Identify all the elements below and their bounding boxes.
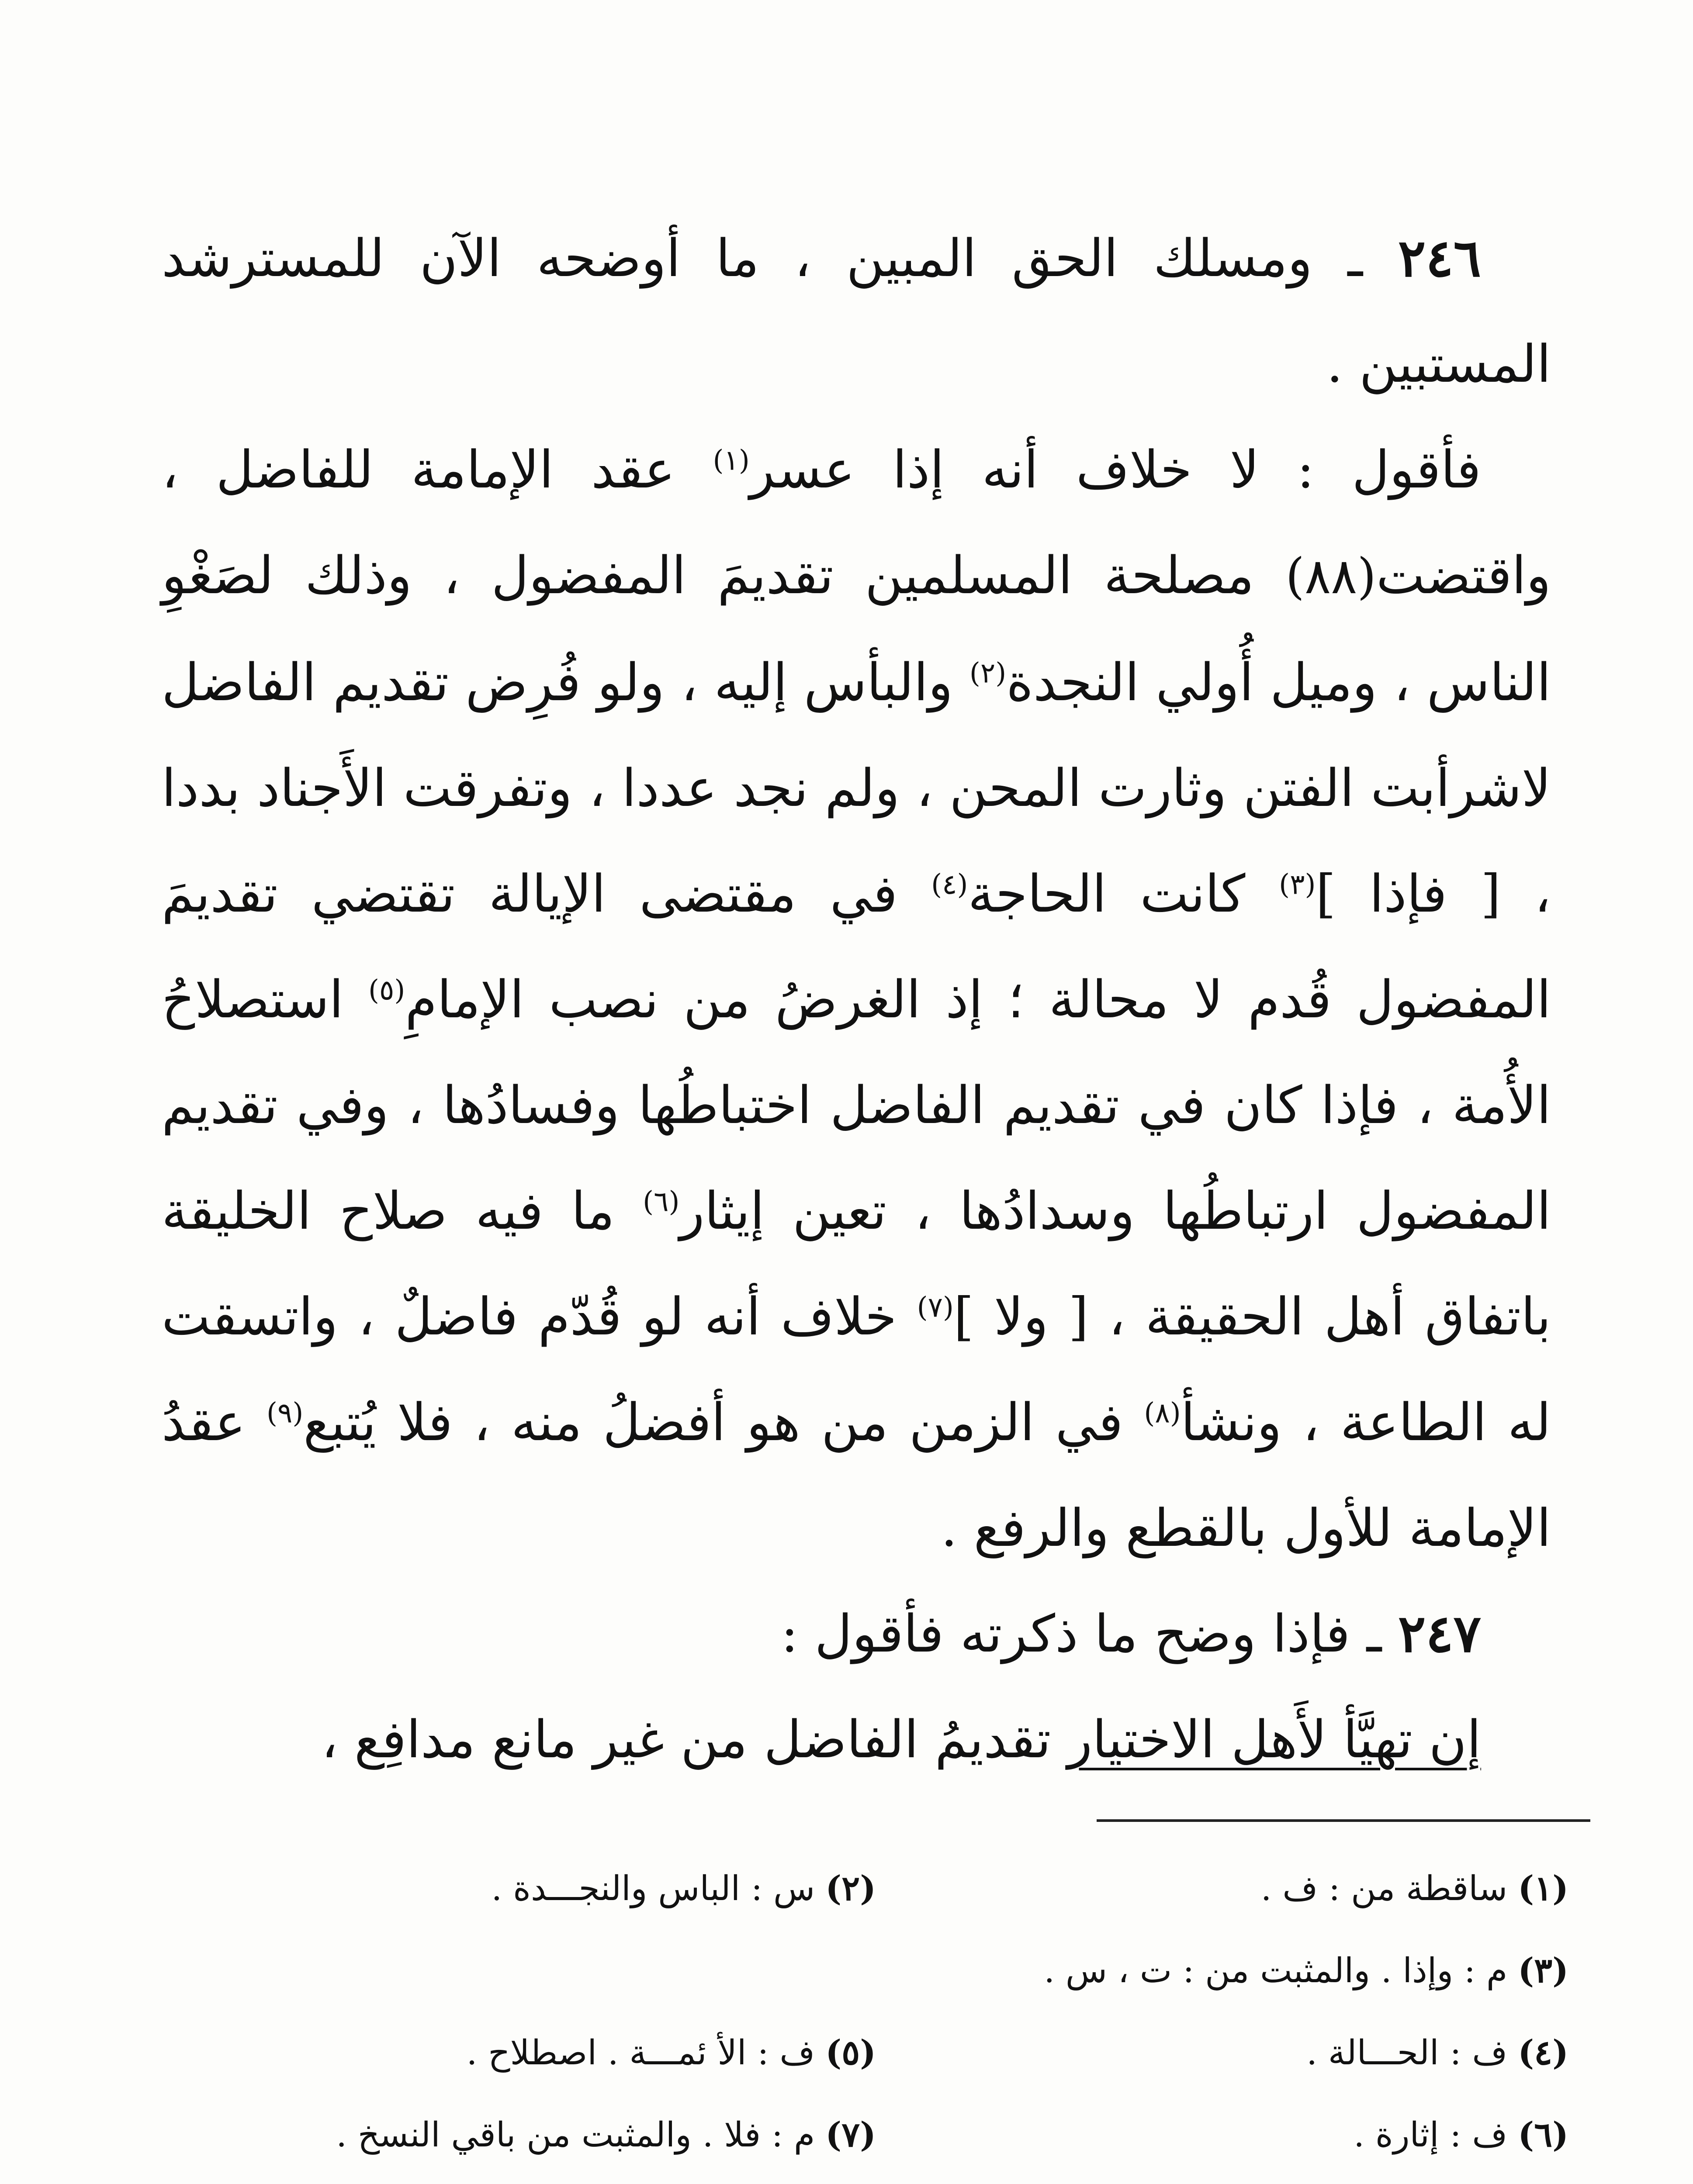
footnote-1 bbox=[876, 1848, 1568, 1930]
text-run: فأقول : لا خلاف أنه إذا عسر bbox=[749, 439, 1482, 500]
footnote-number: (٤) bbox=[1518, 2033, 1568, 2073]
text-run: مصلحة المسلمين تقديمَ المفضول ، وذلك لصَغْوِ الناس ، وميل أُولي النجدة bbox=[162, 545, 1551, 712]
paragraph-247 bbox=[162, 1581, 1551, 1686]
footnote-9 bbox=[183, 2176, 876, 2184]
footnote-5 bbox=[183, 2012, 876, 2094]
footnote-6 bbox=[876, 2094, 1568, 2176]
paragraph-246-argument bbox=[162, 417, 1551, 1581]
footnote-ref-2: (٢) bbox=[969, 657, 1007, 690]
footnote-ref-3: (٣) bbox=[1279, 868, 1316, 901]
footnote-text: س : الباس والنجـــدة . bbox=[491, 1869, 815, 1908]
text-run: عقد الإمامة للفاضل ، واقتضت bbox=[162, 439, 1551, 605]
main-text bbox=[162, 205, 1551, 1792]
text-run: استصلاحُ الأُمة ، فإذا كان في تقديم الفاضل اختباطُها وفسادُها ، وفي تقديم المفضول ارتباطُها وسدادُها ، تعين إيثار bbox=[162, 969, 1551, 1241]
footnote-text: ف : الأ ئمـــة . اصطلاح . bbox=[466, 2033, 815, 2073]
footnote-ref-6: (٦) bbox=[643, 1185, 680, 1218]
footnote-ref-7: (٧) bbox=[917, 1291, 954, 1324]
footnote-number: (٦) bbox=[1518, 2115, 1568, 2155]
text-run: في مقتضى الإيالة تقتضي تقديمَ المفضول قُدم لا محالة ؛ إذ الغرضُ من نصب الإمامِ bbox=[162, 864, 1551, 1030]
footnote-text: ف : الحـــالة . bbox=[1306, 2033, 1508, 2073]
footnote-row bbox=[183, 2012, 1568, 2094]
footnote-text: ف : إثارة . bbox=[1354, 2115, 1508, 2155]
footnote-ref-9: (٩) bbox=[266, 1397, 304, 1430]
footnote-4 bbox=[876, 2012, 1568, 2094]
footnote-row bbox=[183, 1930, 1568, 2012]
margin-reference: (٨٨) bbox=[1285, 548, 1377, 605]
text-run: خلاف أنه لو قُدّم فاضلٌ ، واتسقت له الطاعة ، ونشأ bbox=[162, 1286, 1551, 1452]
footnote-ref-5: (٥) bbox=[368, 974, 405, 1007]
footnote-row bbox=[183, 1848, 1568, 1930]
footnote-text: ساقطة من : ف . bbox=[1260, 1869, 1508, 1908]
paragraph-text: ـ ومسلك الحق المبين ، ما أوضحه الآن للمسترشد المستبين . bbox=[162, 228, 1551, 394]
footnote-number: (٢) bbox=[825, 1869, 876, 1908]
footnote-text: م : فلا . والمثبت من باقي النسخ . bbox=[336, 2115, 815, 2155]
footnote-ref-1: (١) bbox=[713, 444, 750, 477]
footnote-3 bbox=[183, 1930, 1568, 2012]
text-run: في الزمن من هو أفضلُ منه ، فلا يُتبع bbox=[303, 1392, 1144, 1452]
footnote-number: (٥) bbox=[825, 2033, 876, 2073]
paragraph-246 bbox=[162, 205, 1551, 417]
text-run: عقدُ الإمامة للأول بالقطع والرفع . bbox=[162, 1392, 1551, 1558]
paragraph-247-continuation bbox=[162, 1686, 1551, 1792]
footnote-number: (٧) bbox=[825, 2115, 876, 2155]
text-run: والبأس إليه ، ولو فُرِض تقديم الفاضل لاشرأبت الفتن وثارت المحن ، ولم نجد عددا ، وتفرقت الأَجناد بددا ، [ فإذا ] bbox=[162, 652, 1551, 924]
underlined-phrase: إن تهيَّأ لأَهل الاختيار bbox=[1067, 1709, 1481, 1769]
footnote-separator bbox=[1097, 1819, 1590, 1822]
footnote-number: (٣) bbox=[1518, 1951, 1568, 1990]
footnote-text: م : وإذا . والمثبت من : ت ، س . bbox=[1044, 1951, 1508, 1990]
footnote-row bbox=[183, 2094, 1568, 2176]
footnotes bbox=[183, 1848, 1568, 2184]
paragraph-text: تقديمُ الفاضل من غير مانع مدافِع ، bbox=[321, 1709, 1068, 1769]
footnote-8 bbox=[876, 2176, 1568, 2184]
footnote-7 bbox=[183, 2094, 876, 2176]
footnote-number: (١) bbox=[1518, 1869, 1568, 1908]
text-run: كانت الحاجة bbox=[968, 864, 1279, 924]
footnote-ref-4: (٤) bbox=[931, 868, 968, 901]
paragraph-number: ٢٤٦ bbox=[1398, 228, 1481, 288]
text-run: ما فيه صلاح الخليقة باتفاق أهل الحقيقة ، [ ولا ] bbox=[162, 1181, 1551, 1347]
paragraph-text: ـ فإذا وضح ما ذكرته فأقول : bbox=[781, 1603, 1398, 1664]
footnote-2 bbox=[183, 1848, 876, 1930]
footnote-ref-8: (٨) bbox=[1144, 1397, 1181, 1430]
footnote-row bbox=[183, 2176, 1568, 2184]
paragraph-number: ٢٤٧ bbox=[1398, 1603, 1481, 1664]
